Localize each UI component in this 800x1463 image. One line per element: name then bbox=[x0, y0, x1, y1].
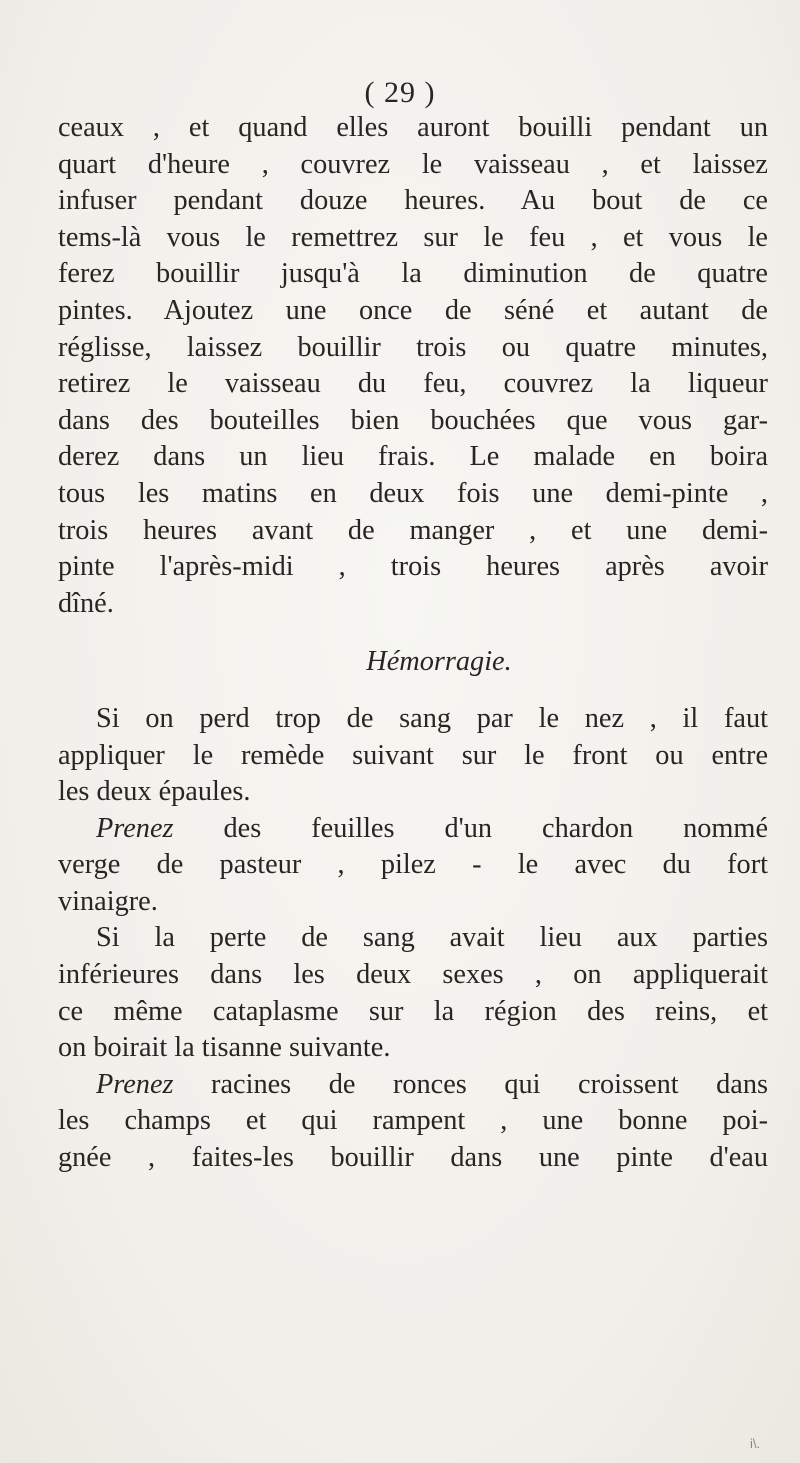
text-line: verge de pasteur , pilez - le avec du fort bbox=[58, 849, 768, 881]
text-line: appliquer le remède suivant sur le front ou entre bbox=[58, 739, 768, 771]
text-line: trois heures avant de manger , et une demi- bbox=[58, 514, 768, 546]
paragraph-nosebleed bbox=[58, 701, 768, 811]
paragraph-lower-bleeding bbox=[58, 920, 768, 1066]
text-line: pinte l'après-midi , trois heures après avoir bbox=[58, 551, 768, 583]
page-text bbox=[58, 110, 768, 1177]
page-number: ( 29 ) bbox=[364, 76, 436, 109]
paragraph-remedy-one bbox=[58, 811, 768, 921]
text-line: tems-là vous le remettrez sur le feu , et vous le bbox=[58, 221, 768, 253]
text-line: dîné. bbox=[58, 587, 114, 619]
text-line: ferez bouillir jusqu'à la diminution de quatre bbox=[58, 258, 768, 290]
text-line: pintes. Ajoutez une once de séné et autant de bbox=[58, 294, 768, 326]
text-line: ceaux , et quand elles auront bouilli pendant un bbox=[58, 112, 768, 143]
text-line: les champs et qui rampent , une bonne poi- bbox=[58, 1105, 768, 1137]
text-line: derez dans un lieu frais. Le malade en boira bbox=[58, 441, 768, 473]
text-line: les deux épaules. bbox=[58, 776, 251, 808]
text-line bbox=[58, 1067, 768, 1104]
text-line: retirez le vaisseau du feu, couvrez la liqueur bbox=[58, 368, 768, 400]
italic-lead: Prenez bbox=[96, 812, 174, 844]
line-rest: racines de ronces qui croissent dans bbox=[173, 1068, 768, 1100]
paragraph-remedy-two bbox=[58, 1067, 768, 1177]
text-line: Si on perd trop de sang par le nez , il faut bbox=[96, 702, 768, 734]
text-line bbox=[58, 811, 768, 848]
text-line: inférieures dans les deux sexes , on appliquerait bbox=[58, 959, 768, 991]
text-line: gnée , faites-les bouillir dans une pinte d'eau bbox=[58, 1142, 768, 1174]
text-line: quart d'heure , couvrez le vaisseau , et laissez bbox=[58, 148, 768, 180]
text-line: vinaigre. bbox=[58, 885, 158, 917]
section-heading: Hémorragie. bbox=[366, 646, 512, 678]
text-line: on boirait la tisanne suivante. bbox=[58, 1032, 391, 1064]
text-line: infuser pendant douze heures. Au bout de ce bbox=[58, 185, 768, 217]
text-line: ce même cataplasme sur la région des reins, et bbox=[58, 995, 768, 1027]
text-line: tous les matins en deux fois une demi-pinte , bbox=[58, 477, 768, 509]
text-line: dans des bouteilles bien bouchées que vous gar- bbox=[58, 404, 768, 436]
paragraph-recipe-end bbox=[58, 110, 768, 622]
text-line: réglisse, laissez bouillir trois ou quatre minutes, bbox=[58, 331, 768, 363]
italic-lead: Prenez bbox=[96, 1068, 174, 1100]
stray-ink-mark: i\. bbox=[750, 1436, 761, 1451]
text-line: Si la perte de sang avait lieu aux parties bbox=[96, 922, 768, 954]
line-rest: des feuilles d'un chardon nommé bbox=[173, 812, 768, 844]
